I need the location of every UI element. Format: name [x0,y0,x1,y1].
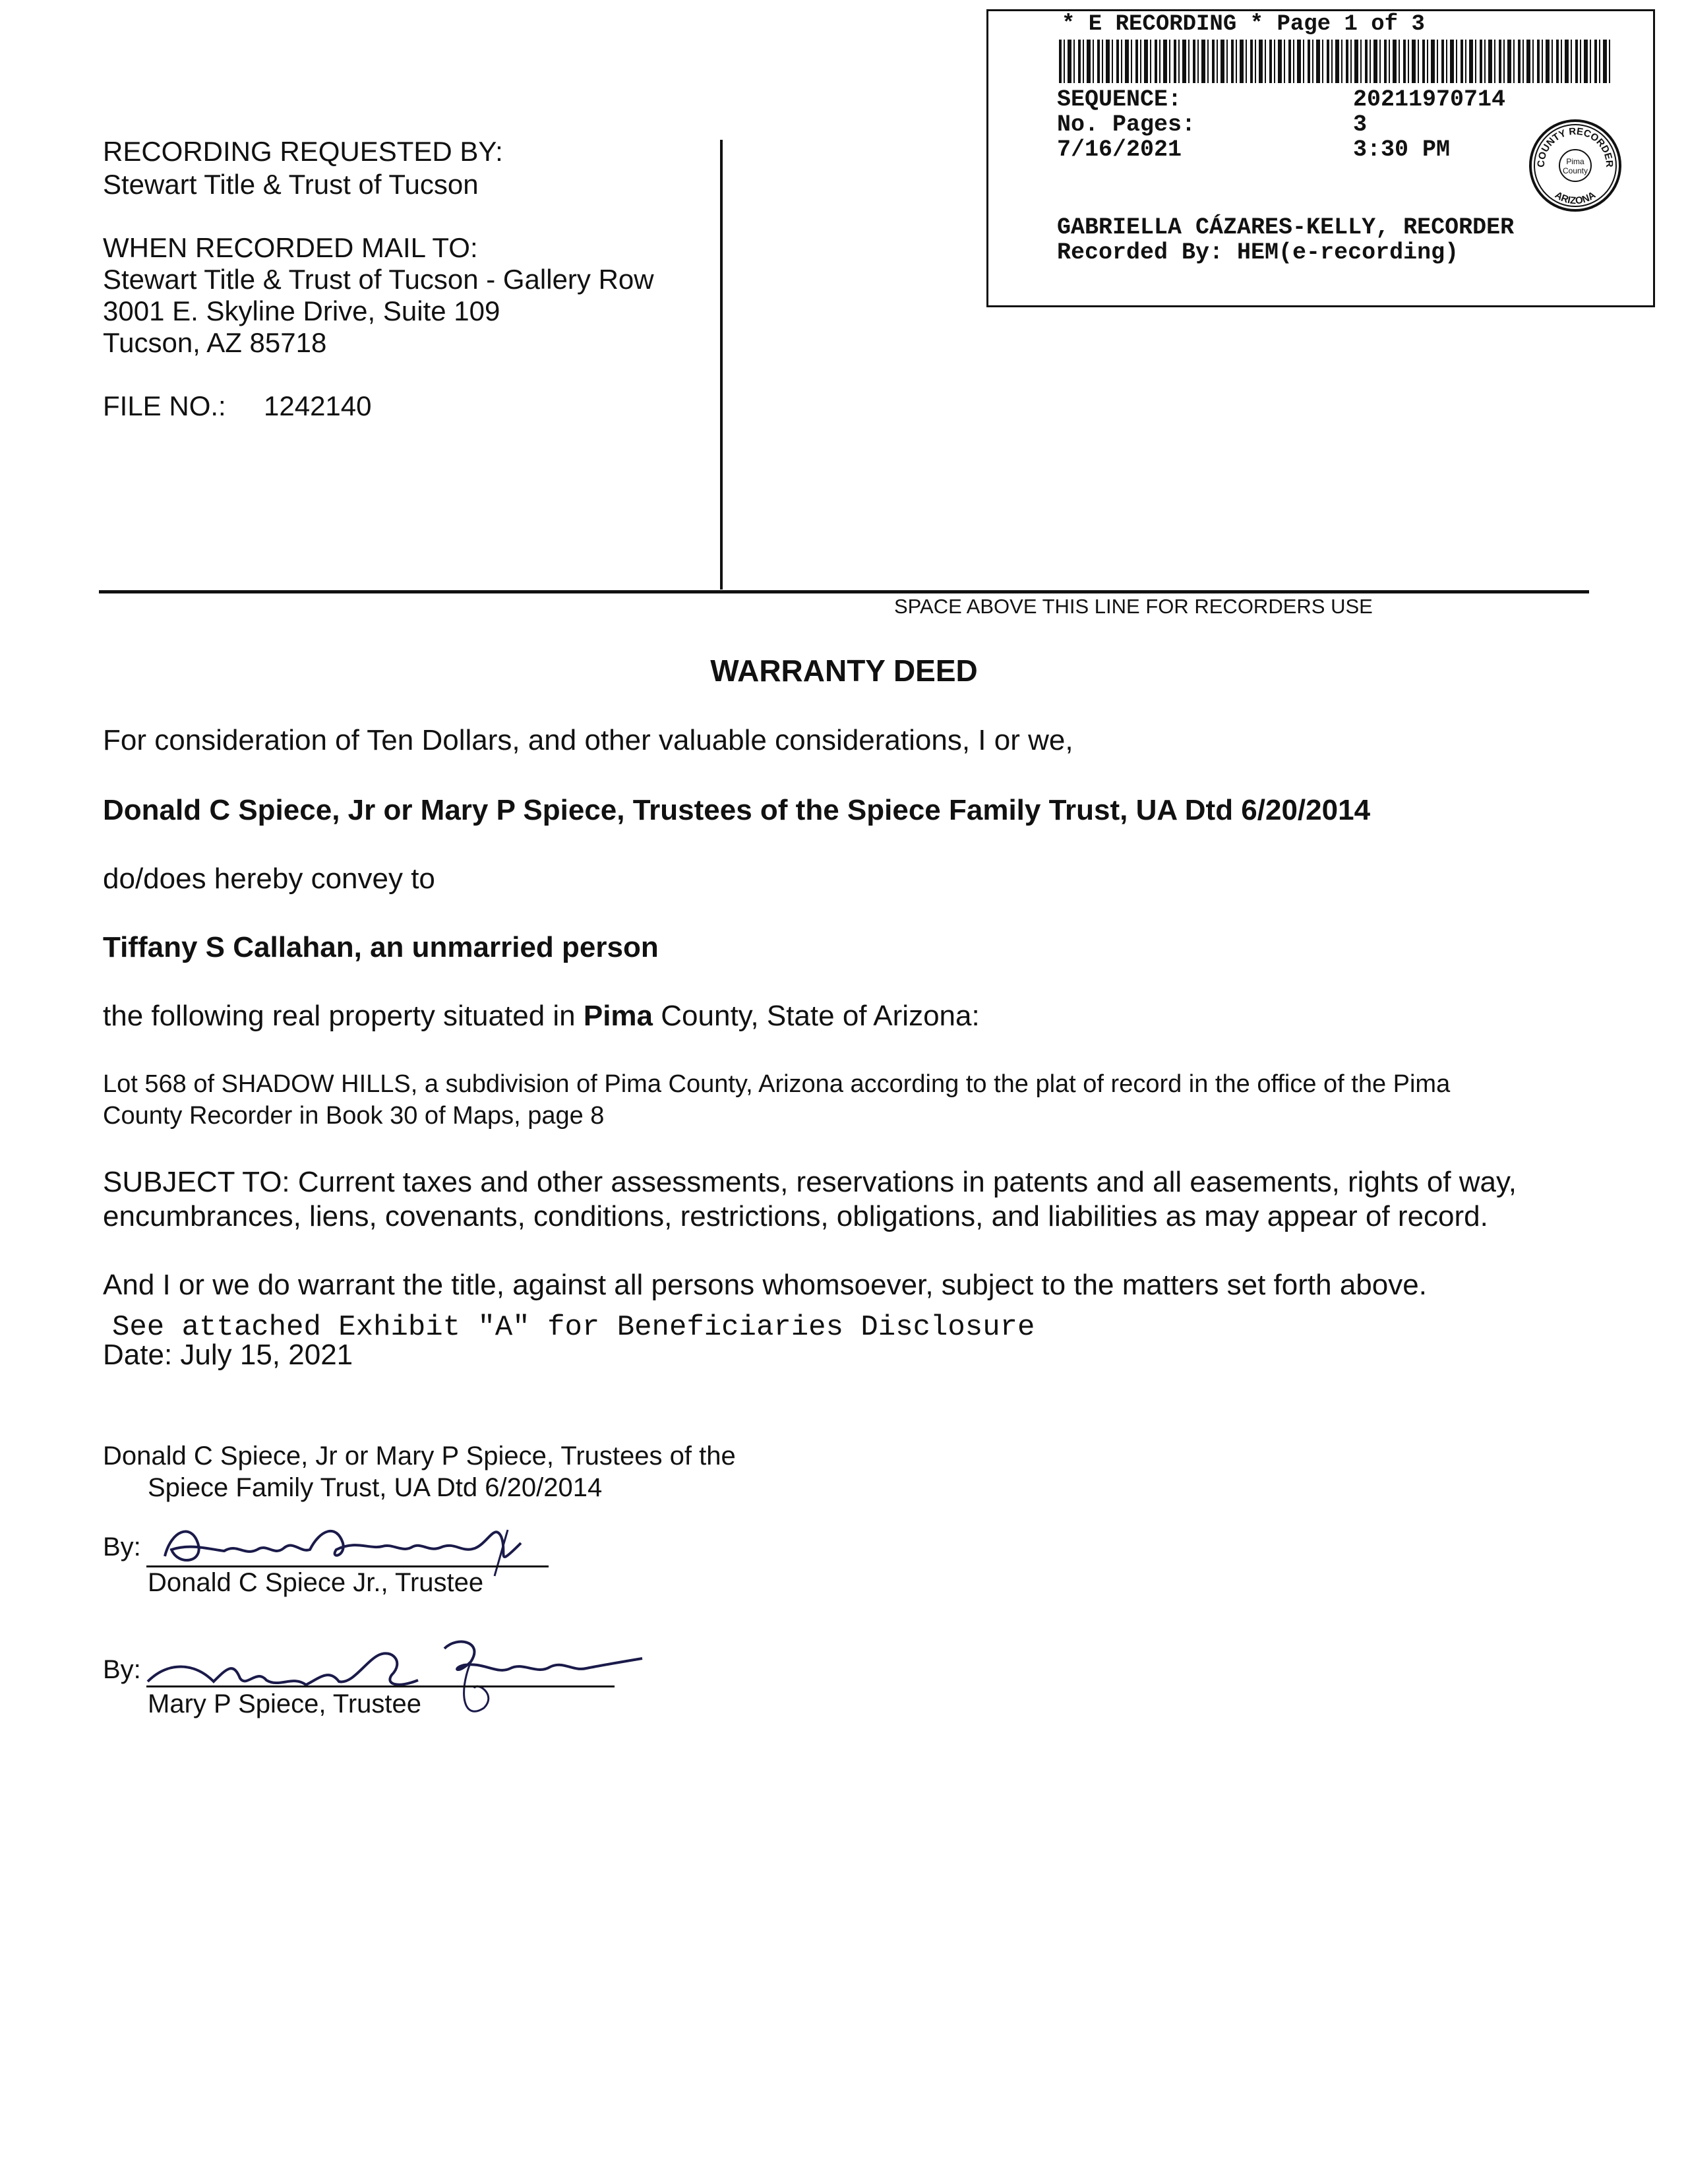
recorder-name: GABRIELLA CÁZARES-KELLY, RECORDER [1057,214,1515,241]
exhibit-note: See attached Exhibit "A" for Beneficiaries Disclosure [112,1311,1035,1344]
seal-center-line2: County [1562,166,1588,175]
recorders-use-line [99,590,1589,593]
barcode [1059,40,1613,83]
space-above-note: SPACE ABOVE THIS LINE FOR RECORDERS USE [894,595,1373,618]
seal-center-line1: Pima [1566,157,1584,166]
mail-to-line3: Tucson, AZ 85718 [103,327,327,358]
by-label-2: By: [103,1655,141,1684]
property-suffix: County, State of Arizona: [653,1000,980,1032]
file-no: 1242140 [264,390,372,421]
county-recorder-seal-icon [1528,119,1622,212]
sequence-value: 20211970714 [1353,86,1506,113]
legal-description-line2: County Recorder in Book 30 of Maps, page 8 [103,1102,605,1130]
seal-bottom-text: ARIZONA [1552,189,1598,207]
subject-to-line2: encumbrances, liens, covenants, conditions, restrictions, obligations, and liabilities as may appear of record. [103,1200,1488,1232]
mail-to-line2: 3001 E. Skyline Drive, Suite 109 [103,295,500,326]
grantors: Donald C Spiece, Jr or Mary P Spiece, Trustees of the Spiece Family Trust, UA Dtd 6/20/2014 [103,794,1371,826]
warrant-text: And I or we do warrant the title, against all persons whomsoever, subject to the matters set forth above. [103,1269,1427,1301]
signer-1-name: Donald C Spiece Jr., Trustee [148,1568,484,1597]
pages-value: 3 [1353,111,1368,138]
header-divider-vertical [720,140,723,590]
entity-line1: Donald C Spiece, Jr or Mary P Spiece, Trustees of the [103,1441,736,1471]
property-location [103,998,980,1034]
legal-description-line1: Lot 568 of SHADOW HILLS, a subdivision of Pima County, Arizona according to the plat of record in the office of the Pima [103,1070,1451,1098]
mail-to-label: WHEN RECORDED MAIL TO: [103,232,478,263]
subject-to-line1: SUBJECT TO: Current taxes and other assessments, reservations in patents and all easements, rights of way, [103,1166,1517,1198]
signer-2-name: Mary P Spiece, Trustee [148,1689,421,1718]
deed-title: WARRANTY DEED [710,653,978,688]
recording-header: * E RECORDING * Page 1 of 3 [1062,12,1425,37]
recording-time: 3:30 PM [1353,136,1451,163]
grantee: Tiffany S Callahan, an unmarried person [103,931,659,963]
mail-to-line1: Stewart Title & Trust of Tucson - Gallery Row [103,264,654,295]
by-label-1: By: [103,1532,141,1562]
deed-date: Date: July 15, 2021 [103,1339,353,1371]
file-no-label: FILE NO.: [103,390,226,421]
recording-date: 7/16/2021 [1057,136,1182,163]
requested-by: Stewart Title & Trust of Tucson [103,169,479,200]
seal-top-text: COUNTY RECORDER [1535,125,1615,168]
property-prefix: the following real property situated in [103,1000,584,1032]
pages-label: No. Pages: [1057,111,1196,138]
consideration-text: For consideration of Ten Dollars, and other valuable considerations, I or we, [103,724,1073,756]
requested-by-label: RECORDING REQUESTED BY: [103,136,503,167]
entity-line2: Spiece Family Trust, UA Dtd 6/20/2014 [148,1473,603,1502]
convey-text: do/does hereby convey to [103,863,435,895]
sequence-label: SEQUENCE: [1057,86,1182,113]
county-name: Pima [583,1000,653,1032]
recorded-by: Recorded By: HEM(e-recording) [1057,239,1459,266]
svg-text:ARIZONA [1553,189,1598,206]
signature-line-2 [146,1685,615,1687]
